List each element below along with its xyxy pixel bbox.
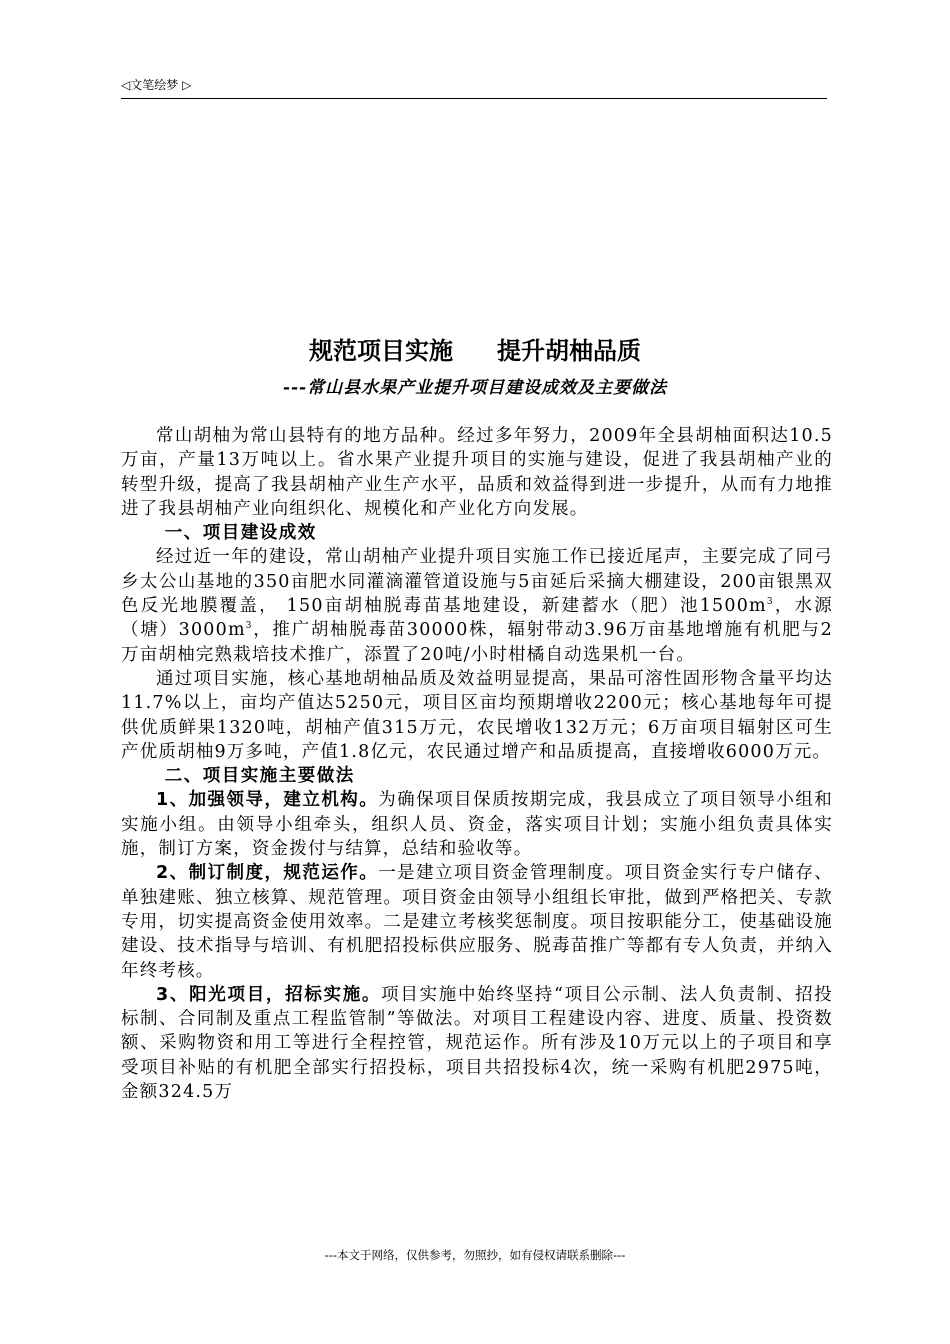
- title-left: 规范项目实施: [309, 337, 453, 365]
- page-footer: ---本文于网络，仅供参考，勿照抄，如有侵权请联系删除---: [324, 1248, 626, 1262]
- item-lead-3: 3、阳光项目，招标实施。: [156, 984, 382, 1005]
- left-triangle-icon: ◁: [121, 78, 131, 92]
- document-body: [121, 424, 833, 1104]
- section-heading-2: 二、项目实施主要做法: [164, 766, 355, 787]
- item-lead-2: 2、制订制度，规范运作。: [156, 863, 379, 884]
- paragraph-achievements: 经过近一年的建设，常山胡柚产业提升项目实施工作已接近尾声，主要完成了同弓乡太公山基地的350亩肥水同灌滴灌管道设施与5亩延后采摘大棚建设，200亩银黑双色反光地膜覆盖， 150亩胡柚脱毒苗基地建设，新建蓄水（肥）池$1500m^3$，水源（塘）$3000m^3$，推广胡柚脱毒苗30000株，辐射带动3.96万亩基地增施有机肥与2万亩胡柚完熟栽培技术推广，添置了20吨/小时柑橘自动选果机一台。: [121, 547, 833, 665]
- item-lead-1: 1、加强领导，建立机构。: [156, 790, 379, 811]
- superscript-3: 3: [766, 597, 774, 608]
- header-text: [121, 76, 191, 93]
- header-label: 文笔绘梦: [130, 78, 179, 92]
- paragraph-rules: 2、制订制度，规范运作。一是建立项目资金管理制度。项目资金实行专户储存、单独建账、独立核算、规范管理。项目资金由领导小组组长审批，做到严格把关、专款专用，切实提高资金使用效率。二是建立考核奖惩制度。项目按职能分工，使基础设施建设、技术指导与培训、有机肥招投标供应服务、脱毒苗推广等都有专人负责，并纳入年终考核。: [121, 863, 833, 981]
- title-right: 提升胡柚品质: [497, 337, 641, 365]
- paragraph-benefits: 通过项目实施，核心基地胡柚品质及效益明显提高，果品可溶性固形物含量平均达11.7%以上，亩均产值达5250元，项目区亩均预期增收2200元；核心基地每年可提供优质鲜果1320吨，胡柚产值315万元，农民增收132万元；6万亩项目辐射区可生产优质胡柚9万多吨，产值1.8亿元，农民通过增产和品质提高，直接增收6000万元。: [121, 668, 833, 762]
- superscript-3: 3: [245, 621, 253, 632]
- document-title: [0, 331, 950, 366]
- right-triangle-icon: ▷: [182, 78, 192, 92]
- paragraph-leadership: 1、加强领导，建立机构。为确保项目保质按期完成，我县成立了项目领导小组和实施小组。由领导小组牵头，组织人员、资金，落实项目计划；实施小组负责具体实施，制订方案，资金拨付与结算，总结和验收等。: [121, 790, 833, 860]
- paragraph-intro: 常山胡柚为常山县特有的地方品种。经过多年努力，2009年全县胡柚面积达10.5万亩，产量13万吨以上。省水果产业提升项目的实施与建设，促进了我县胡柚产业的转型升级，提高了我县胡柚产业生产水平，品质和效益得到进一步提升，从而有力地推进了我县胡柚产业向组织化、规模化和产业化方向发展。: [121, 426, 833, 519]
- paragraph-bidding: 3、阳光项目，招标实施。项目实施中始终坚持“项目公示制、法人负责制、招投标制、合同制及重点工程监管制”等做法。对项目工程建设内容、进度、质量、投资数额、采购物资和用工等进行全程控管，规范运作。所有涉及10万元以上的子项目和享受项目补贴的有机肥全部实行招投标，项目共招投标4次，统一采购有机肥2975吨，金额324.5万: [121, 984, 833, 1103]
- page-header: [121, 74, 827, 98]
- header-divider: [121, 98, 827, 99]
- document-subtitle: ---常山县水果产业提升项目建设成效及主要做法: [282, 378, 668, 398]
- section-heading-1: 一、项目建设成效: [164, 523, 317, 544]
